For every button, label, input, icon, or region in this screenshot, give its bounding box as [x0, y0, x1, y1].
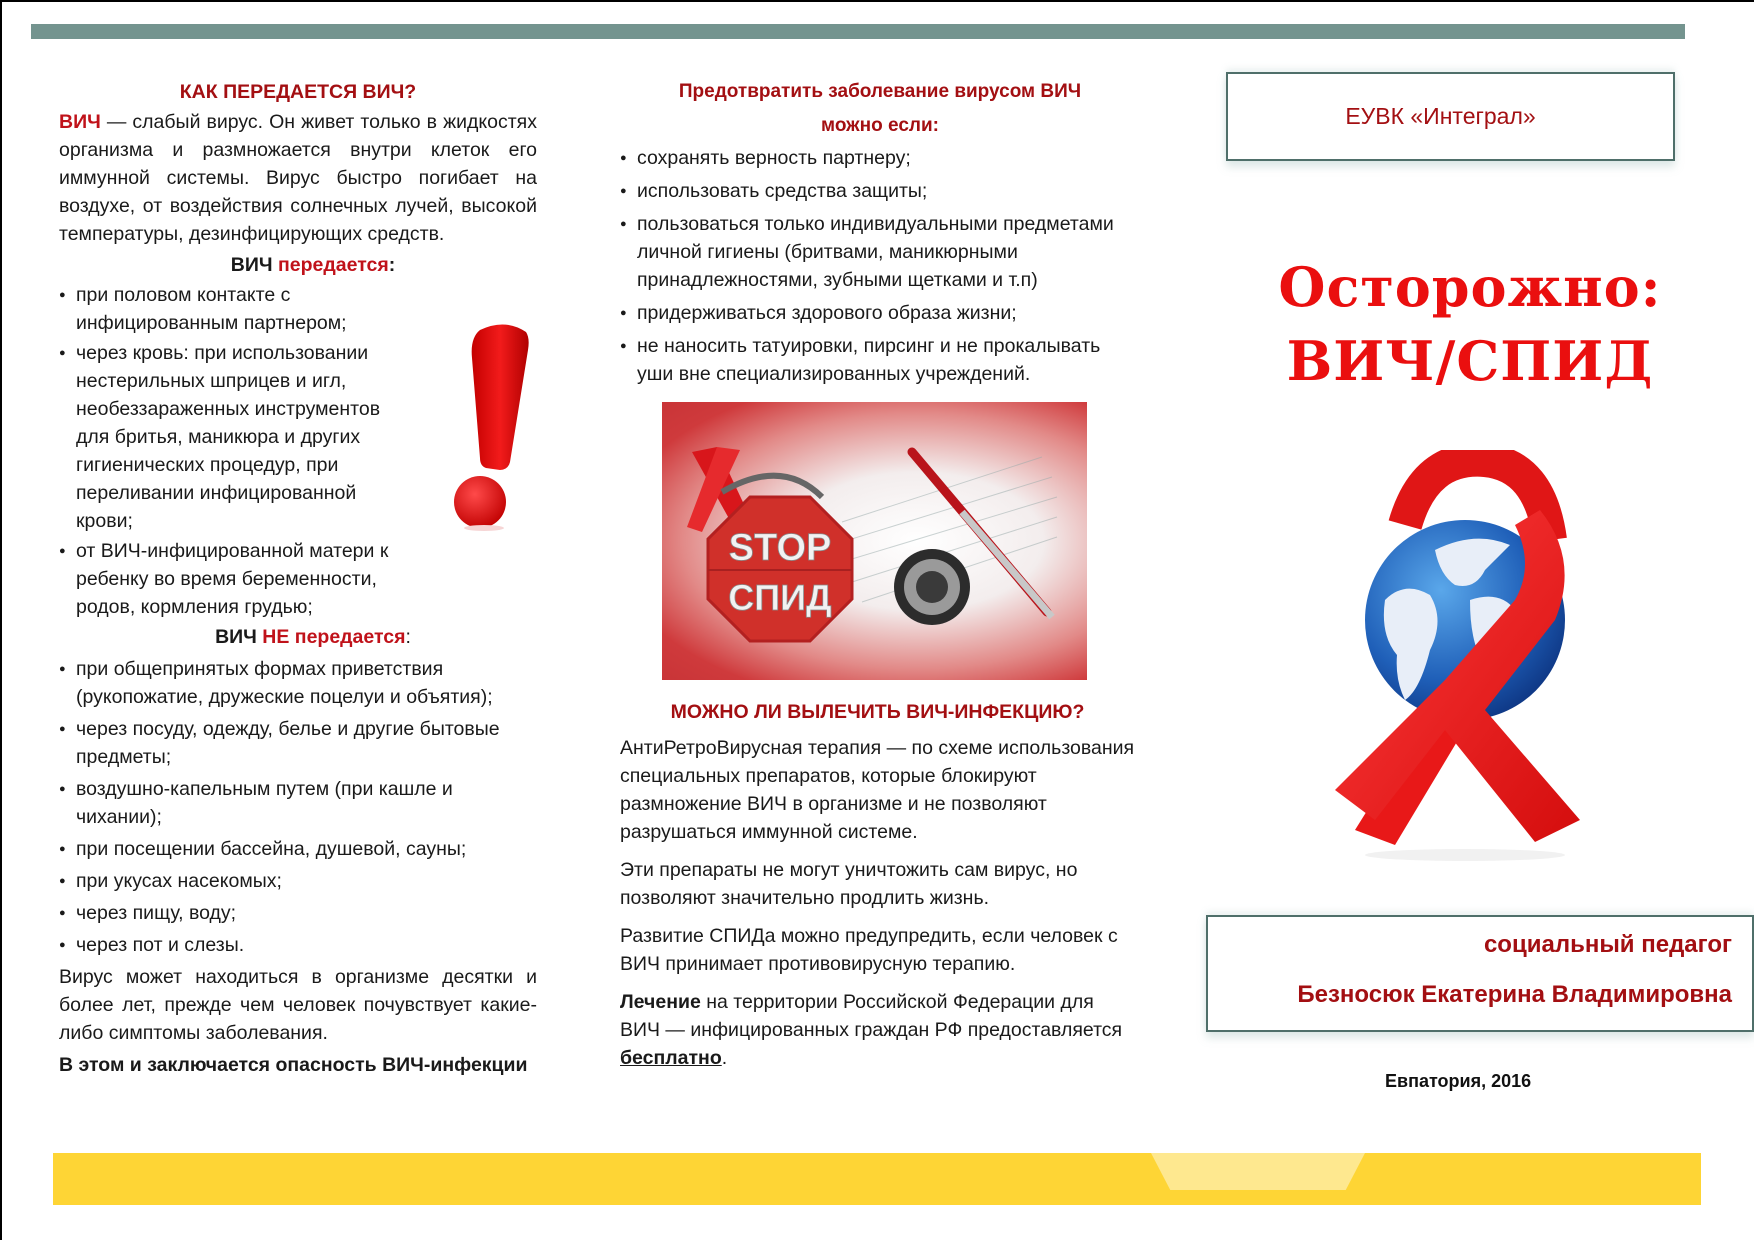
cure-section: [620, 698, 1135, 1072]
cure-paragraph-2: Эти препараты не могут уничтожить сам вирус, но позволяют значительно продлить жизнь.: [620, 859, 1078, 909]
stop-aids-image: [662, 402, 1087, 680]
list-item-text: пользоваться только индивидуальными предметами личной гигиены (бритвами, маникюрными принадлежностями, зубными щетками и т.п): [637, 213, 1114, 291]
list-item-text: через пот и слезы.: [76, 934, 245, 956]
how-transmitted-heading: КАК ПЕРЕДАЕТСЯ ВИЧ?: [179, 81, 417, 103]
list-item: [620, 332, 1127, 388]
danger-statement: В этом и заключается опасность ВИЧ-инфекции: [59, 1054, 528, 1076]
list-item-text: через посуду, одежду, белье и другие бытовые предметы;: [76, 718, 500, 768]
treatment-free: бесплатно: [620, 1047, 722, 1069]
prevention-list: [620, 144, 1140, 388]
cure-heading: МОЖНО ЛИ ВЫЛЕЧИТЬ ВИЧ-ИНФЕКЦИЮ?: [670, 701, 1085, 723]
list-item: [59, 537, 406, 621]
transmitted-red: передается: [278, 254, 389, 276]
list-item: [59, 899, 537, 927]
list-item: [59, 281, 386, 337]
cure-paragraph-3: Развитие СПИДа можно предупредить, если человек с ВИЧ принимает противовирусную терапию.: [620, 925, 1118, 975]
organization-box: [1226, 72, 1675, 161]
list-item-text: при посещении бассейна, душевой, сауны;: [76, 838, 467, 860]
list-item-text: через кровь: при использовании нестерильных шприцев и игл, необеззараженных инструментов для бритья, маникюра и других гигиенических процедур, при переливании инфицированной крови;: [76, 342, 381, 532]
top-decorative-bar: [31, 24, 1685, 39]
list-item-text: использовать средства защиты;: [637, 180, 928, 202]
treatment-text: на территории Российской Федерации для ВИЧ — инфицированных граждан РФ предоставляется: [620, 991, 1123, 1041]
list-item: [59, 931, 537, 959]
transmitted-heading: [89, 251, 537, 279]
intro-text: — слабый вирус. Он живет только в жидкостях организма и размножается внутри клеток его иммунной системы. Вирус быстро погибает на воздухе, от воздействия солнечных лучей, высокой температуры, дезинфицирующих средств.: [59, 111, 537, 245]
city-year: Евпатория, 2016: [1385, 1071, 1532, 1091]
not-transmitted-heading: [89, 623, 537, 651]
list-item: [620, 144, 1140, 172]
stop-aids-illustration: [662, 402, 1087, 680]
list-item: [59, 655, 537, 711]
list-item: [620, 299, 1140, 327]
author-name: Безносюк Екатерина Владимировна: [1297, 981, 1732, 1008]
list-item-text: от ВИЧ-инфицированной матери к ребенку во время беременности, родов, кормления грудью;: [76, 540, 389, 618]
bottom-decorative-band: [53, 1153, 1701, 1205]
left-panel: [59, 78, 537, 1079]
list-item-text: придерживаться здорового образа жизни;: [637, 302, 1017, 324]
title-line-2: ВИЧ/СПИД: [1286, 329, 1654, 393]
intro-paragraph: [59, 108, 537, 248]
intro-lead: ВИЧ: [59, 111, 101, 133]
cure-paragraph-1: АнтиРетроВирусная терапия — по схеме использования специальных препаратов, которые блокируют размножение ВИЧ в организме и не позволяют разрушаться иммунной системе.: [620, 737, 1135, 843]
list-item: [620, 210, 1140, 294]
author-role: социальный педагог: [1483, 931, 1732, 958]
organization-name: ЕУВК «Интеграл»: [1345, 103, 1536, 129]
not-transmitted-tail: :: [405, 626, 411, 648]
list-item: [59, 835, 537, 863]
aids-text: СПИД: [728, 577, 832, 618]
latency-paragraph: Вирус может находиться в организме десятки и более лет, прежде чем человек почувствует какие-либо симптомы заболевания.: [59, 966, 537, 1044]
middle-panel: [620, 78, 1140, 393]
treatment-end: .: [721, 1047, 728, 1069]
list-item: [59, 339, 406, 535]
brochure-title: [1240, 250, 1700, 398]
transmitted-lead: ВИЧ: [230, 254, 278, 276]
not-transmitted-lead: ВИЧ: [215, 626, 263, 648]
treatment-lead: Лечение: [620, 991, 701, 1013]
list-item: [59, 715, 516, 771]
author-box: [1206, 915, 1754, 1032]
list-item-text: сохранять верность партнеру;: [637, 147, 911, 169]
treatment-paragraph: [620, 988, 1135, 1072]
list-item-text: при общепринятых формах приветствия (рукопожатие, дружеские поцелуи и объятия);: [76, 658, 493, 708]
list-item: [59, 775, 516, 831]
aids-ribbon-globe-icon: [1335, 450, 1595, 865]
not-transmitted-list: [59, 655, 537, 959]
list-item-text: через пищу, воду;: [76, 902, 237, 924]
list-item-text: при половом контакте с инфицированным партнером;: [76, 284, 347, 334]
list-item: [59, 867, 537, 895]
prevention-heading-line1: Предотвратить заболевание вирусом ВИЧ: [678, 81, 1082, 102]
title-line-1: Осторожно:: [1278, 255, 1662, 319]
band-highlight: [1151, 1153, 1365, 1190]
list-item-text: не наносить татуировки, пирсинг и не прокалывать уши вне специализированных учреждений.: [637, 335, 1101, 385]
transmitted-tail: :: [388, 254, 396, 276]
prevention-heading-line2: можно если:: [821, 115, 939, 136]
not-transmitted-red: НЕ передается: [262, 626, 406, 648]
list-item: [620, 177, 1140, 205]
exclamation-icon: [450, 320, 530, 532]
list-item-text: при укусах насекомых;: [76, 870, 282, 892]
list-item-text: воздушно-капельным путем (при кашле и чихании);: [76, 778, 453, 828]
stop-text: STOP: [728, 527, 832, 569]
